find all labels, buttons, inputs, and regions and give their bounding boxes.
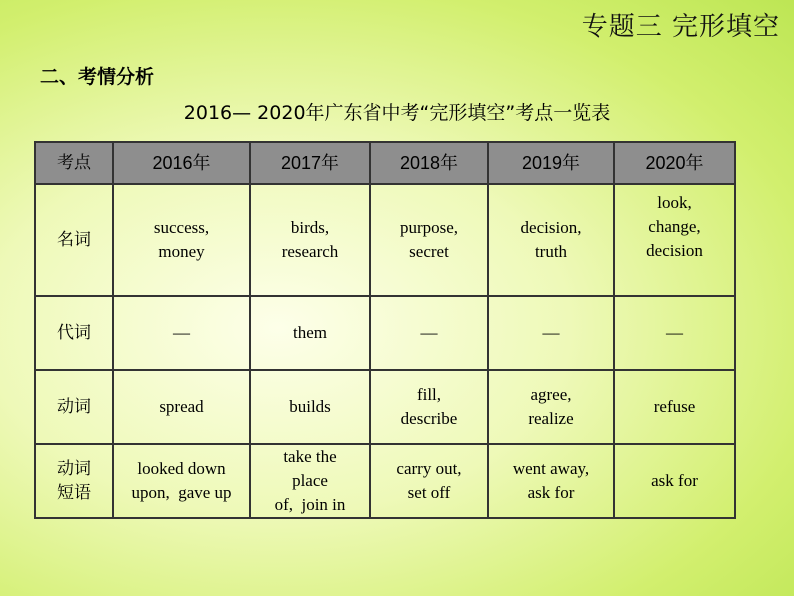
table-cell: them	[250, 296, 370, 370]
cell-line: set off	[407, 483, 451, 502]
table-header-row	[35, 142, 735, 184]
table-cell	[488, 370, 614, 444]
table-cell	[488, 184, 614, 296]
header-cell-2020: 2020年	[614, 142, 735, 184]
table-cell	[113, 444, 250, 518]
row-label-verb: 动词	[35, 370, 113, 444]
table-cell	[113, 184, 250, 296]
exam-points-table	[34, 141, 736, 519]
cell-line: take the	[283, 447, 337, 466]
section-heading: 二、考情分析	[40, 66, 155, 88]
cell-line: place	[292, 471, 328, 490]
cell-line: change,	[648, 217, 701, 236]
table-cell: —	[488, 296, 614, 370]
header-cell-2017: 2017年	[250, 142, 370, 184]
cell-line: truth	[534, 242, 568, 261]
cell-line: upon, gave up	[131, 483, 232, 502]
row-label-line: 短语	[57, 483, 91, 503]
cell-line: fill,	[416, 385, 442, 404]
cell-line: secret	[409, 242, 449, 261]
cell-line: decision	[646, 241, 703, 260]
table-caption: 2016— 2020年广东省中考“完形填空”考点一览表	[183, 102, 611, 124]
header-cell-2018: 2018年	[370, 142, 488, 184]
table-cell: builds	[250, 370, 370, 444]
cell-line: birds,	[290, 218, 330, 237]
table-cell	[250, 184, 370, 296]
table-cell: —	[614, 296, 735, 370]
table-cell	[370, 184, 488, 296]
cell-line: decision,	[520, 218, 582, 237]
table-row	[35, 296, 735, 370]
table-cell	[370, 370, 488, 444]
row-label-line: 动词	[57, 459, 91, 479]
cell-line: carry out,	[396, 459, 462, 478]
table-cell	[614, 184, 735, 296]
table-cell: spread	[113, 370, 250, 444]
row-label-verb-phrase	[35, 444, 113, 518]
row-label-pronoun: 代词	[35, 296, 113, 370]
cell-line: looked down	[137, 459, 226, 478]
header-cell-category: 考点	[35, 142, 113, 184]
table-row	[35, 370, 735, 444]
cell-line: look,	[657, 193, 692, 212]
cell-line: of, join in	[274, 495, 346, 514]
cell-line: agree,	[530, 385, 572, 404]
table-cell	[370, 444, 488, 518]
table-cell: —	[113, 296, 250, 370]
cell-line: research	[281, 242, 339, 261]
row-label-noun: 名词	[35, 184, 113, 296]
table-cell	[250, 444, 370, 518]
cell-line: money	[158, 242, 205, 261]
table-row	[35, 444, 735, 518]
table-cell: refuse	[614, 370, 735, 444]
table-row	[35, 184, 735, 296]
cell-line: success,	[153, 218, 210, 237]
table-cell	[488, 444, 614, 518]
cell-line: went away,	[512, 459, 590, 478]
cell-line: purpose,	[399, 218, 459, 237]
cell-line: ask for	[527, 483, 575, 502]
table-cell: ask for	[614, 444, 735, 518]
cell-line: describe	[400, 409, 458, 428]
table-cell: —	[370, 296, 488, 370]
header-cell-2016: 2016年	[113, 142, 250, 184]
topic-title: 专题三 完形填空	[581, 12, 780, 42]
cell-line: realize	[528, 409, 574, 428]
header-cell-2019: 2019年	[488, 142, 614, 184]
